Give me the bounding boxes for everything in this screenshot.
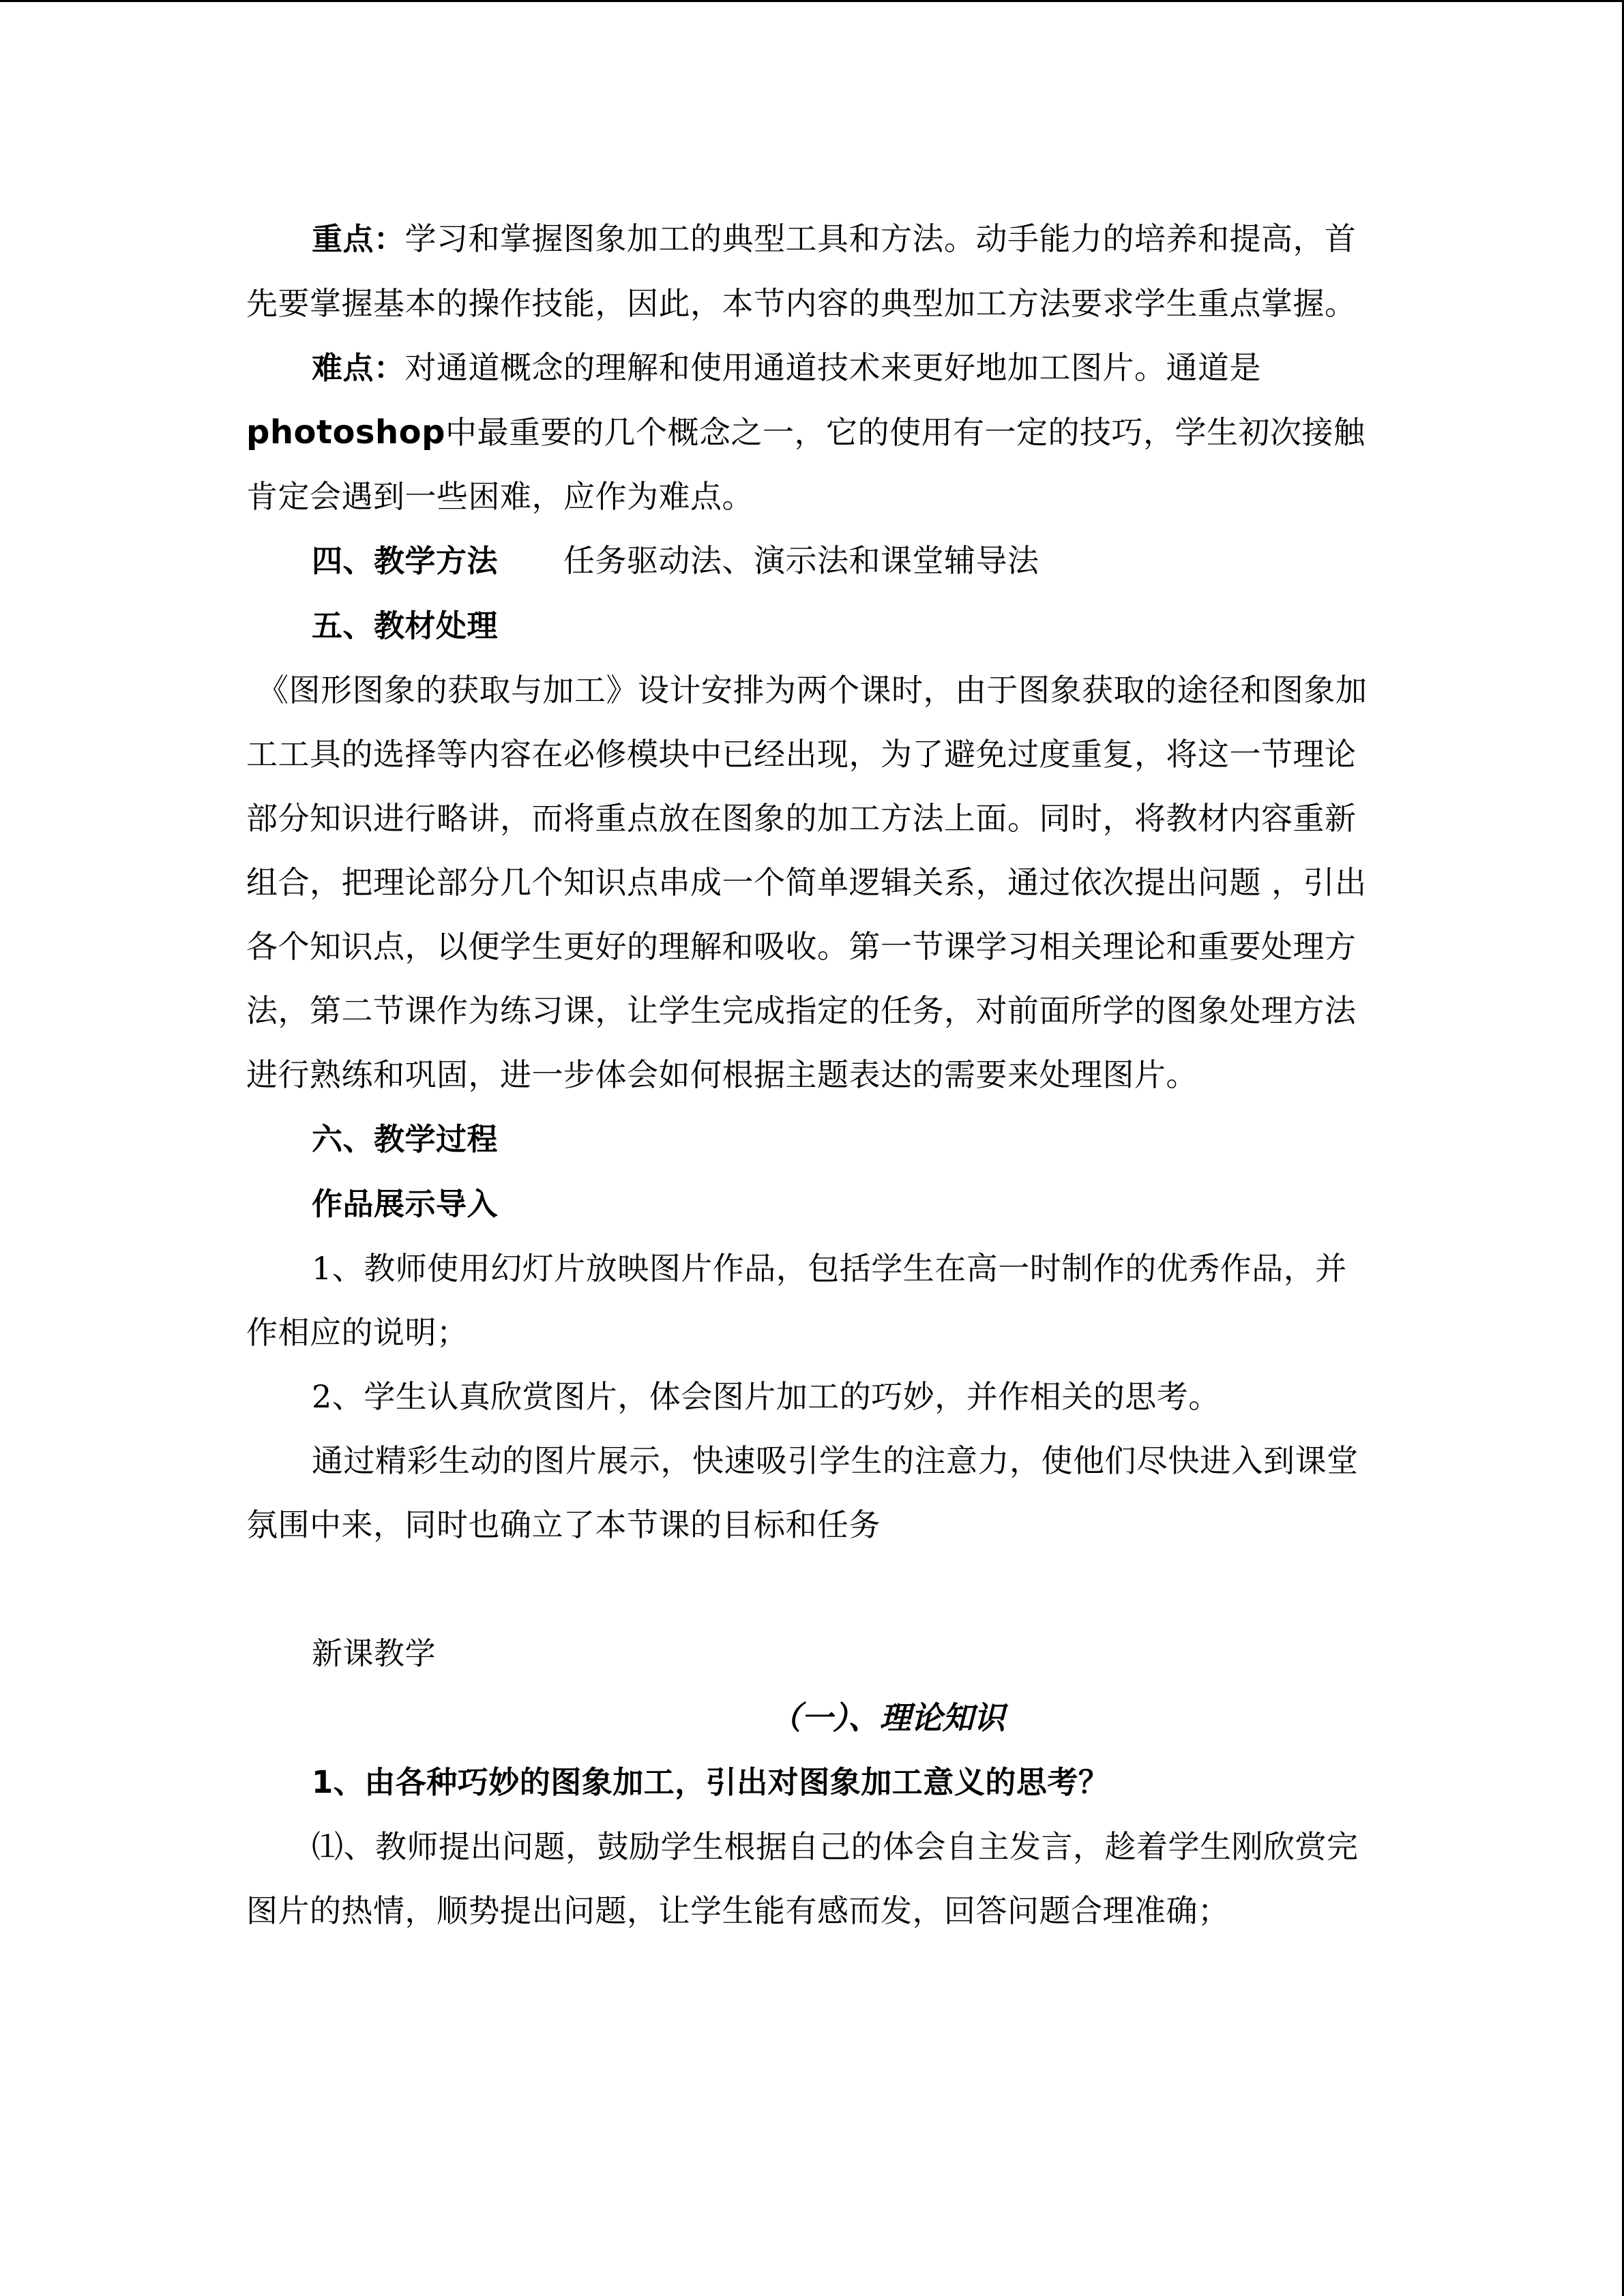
part-title: （一）、理论知识	[769, 1699, 1005, 1736]
section6-heading-line	[246, 1107, 1378, 1172]
section6-item1: 1、教师使用幻灯片放映图片作品，包括学生在高一时制作的优秀作品，并作相应的说明；	[246, 1250, 1347, 1351]
new-lesson-heading-line	[246, 1621, 1378, 1686]
question1-line	[246, 1750, 1378, 1815]
key-point-text: 学习和掌握图象加工的典型工具和方法。动手能力的培养和提高，首先要掌握基本的操作技能，因此，本节内容的典型加工方法要求学生重点掌握。	[246, 220, 1357, 322]
section6-subheading-line	[246, 1172, 1378, 1236]
new-lesson-heading: 新课教学	[312, 1635, 437, 1671]
document-body	[246, 207, 1378, 1943]
difficult-point-text-before: 对通道概念的理解和使用通道技术来更好地加工图片。通道是	[404, 349, 1262, 386]
section5-heading: 五、教材处理	[312, 608, 499, 644]
photoshop-term: photoshop	[246, 413, 446, 451]
section6-summary: 通过精彩生动的图片展示，快速吸引学生的注意力，使他们尽快进入到课堂氛围中来，同时也确立了本节课的目标和任务	[246, 1442, 1359, 1543]
section5-heading-line	[246, 593, 1378, 658]
section5-paragraph: 《图形图象的获取与加工》设计安排为两个课时，由于图象获取的途径和图象加工工具的选择等内容在必修模块中已经出现，为了避免过度重复，将这一节理论部分知识进行略讲，而将重点放在图象的加工方法上面。同时，将教材内容重新组合，把理论部分几个知识点串成一个简单逻辑关系，通过依次提出问题 ，引出各个知识点，以便学生更好的理解和吸收。第一节课学习相关理论和重要处理方法，第二节课作为练习课，让学生完成指定的任务，对前面所学的图象处理方法进行熟练和巩固，进一步体会如何根据主题表达的需要来处理图片。	[246, 672, 1368, 1093]
section6-subheading: 作品展示导入	[312, 1186, 499, 1222]
section6-heading: 六、教学过程	[312, 1121, 499, 1157]
section6-item2: 2、学生认真欣赏图片，体会图片加工的巧妙，并作相关的思考。	[312, 1378, 1220, 1415]
difficult-point-label: 难点：	[312, 350, 405, 386]
question1: 1、由各种巧妙的图象加工，引出对图象加工意义的思考？	[312, 1764, 1110, 1800]
difficult-point-paragraph	[246, 336, 1378, 528]
blank-line	[246, 1557, 1378, 1621]
section4-heading: 四、教学方法	[312, 543, 499, 579]
step1-paragraph: ⑴、教师提出问题，鼓励学生根据自己的体会自主发言，趁着学生刚欣赏完图片的热情，顺势提出问题，让学生能有感而发，回答问题合理准确；	[246, 1828, 1359, 1929]
key-point-label: 重点：	[312, 221, 405, 257]
difficult-point-text-after: 中最重要的几个概念之一，它的使用有一定的技巧，学生初次接触肯定会遇到一些困难，应作为难点。	[246, 414, 1365, 515]
key-point-paragraph	[246, 207, 1378, 336]
section4-line	[246, 528, 1378, 593]
section4-text: 任务驱动法、演示法和课堂辅导法	[563, 542, 1039, 579]
